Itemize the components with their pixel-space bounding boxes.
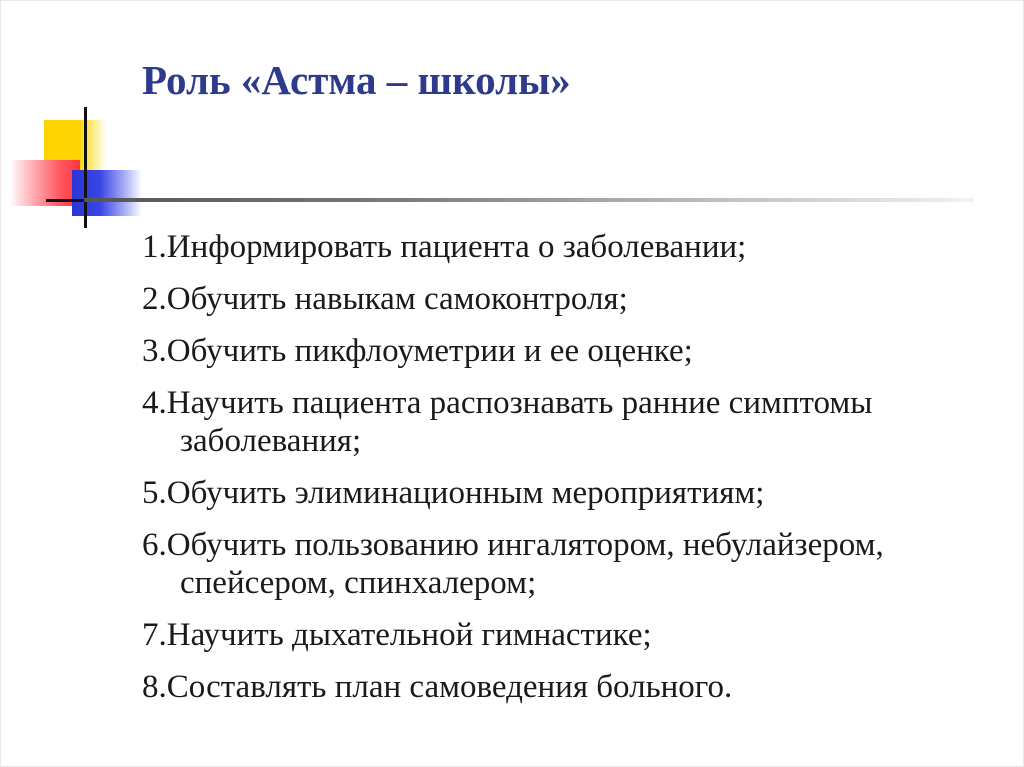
list-item: 3.Обучить пикфлоуметрии и ее оценке; <box>142 333 693 369</box>
deco-vertical-line <box>84 107 87 228</box>
list-item: 4.Научить пациента распознавать ранние симптомы заболевания; <box>142 385 873 459</box>
list-item: 8.Составлять план самоведения больного. <box>142 669 733 705</box>
list-item: 6.Обучить пользованию ингалятором, небулайзером, спейсером, спинхалером; <box>142 527 884 601</box>
title-divider <box>84 198 974 202</box>
list-item: 7.Научить дыхательной гимнастике; <box>142 617 652 653</box>
roles-list <box>142 228 942 720</box>
slide-title: Роль «Астма – школы» <box>142 57 571 103</box>
deco-blue-square <box>72 170 142 216</box>
list-item: 2.Обучить навыкам самоконтроля; <box>142 281 628 317</box>
list-item: 5.Обучить элиминационным мероприятиям; <box>142 475 765 511</box>
list-item: 1.Информировать пациента о заболевании; <box>142 229 747 265</box>
